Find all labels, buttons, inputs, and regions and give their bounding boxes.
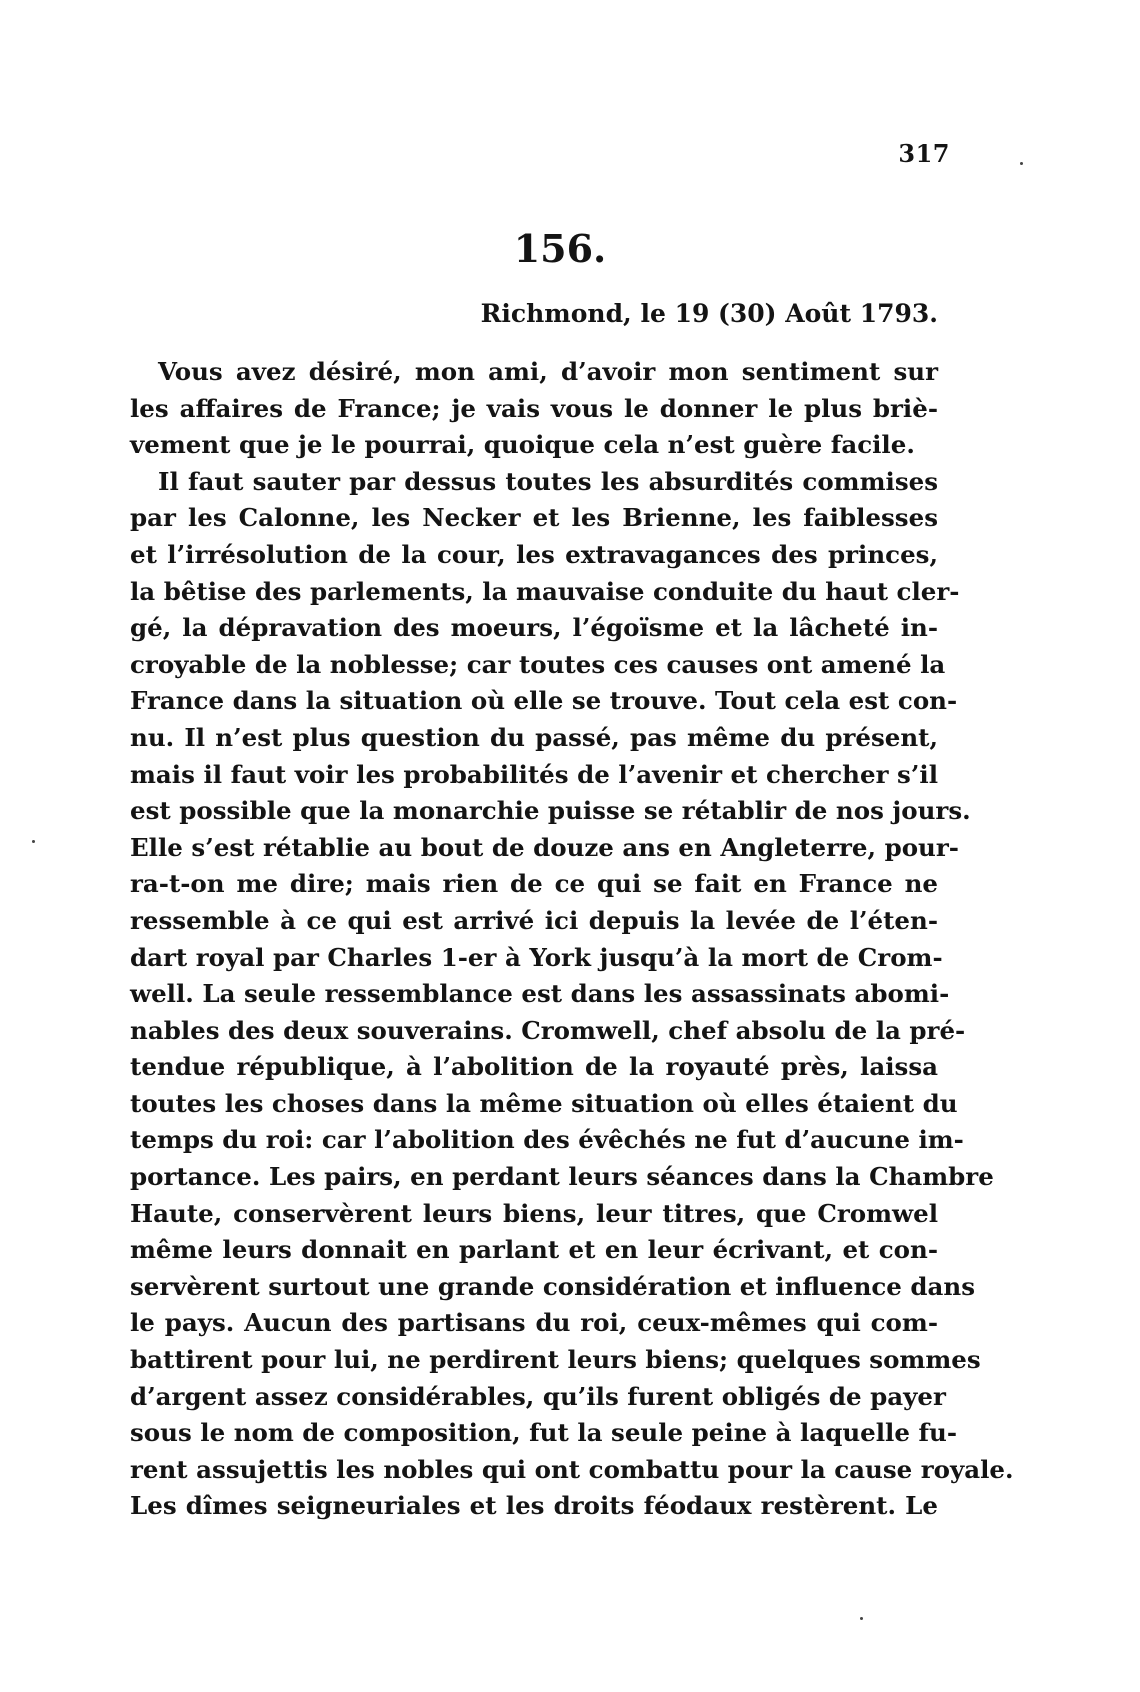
scan-speck xyxy=(1020,162,1023,165)
text-line: temps du roi: car l’abolition des évêchés ne fut d’aucune im- xyxy=(130,1125,964,1155)
letter-number-heading: 156. xyxy=(513,226,607,271)
text-line: portance. Les pairs, en perdant leurs séances dans la Chambre xyxy=(130,1162,994,1192)
text-line: d’argent assez considérables, qu’ils furent obligés de payer xyxy=(130,1381,946,1411)
page-number: 317 xyxy=(898,139,950,168)
text-line: Il faut sauter par dessus toutes les absurdités commises xyxy=(158,466,938,496)
text-line: les affaires de France; je vais vous le donner le plus briè- xyxy=(130,393,938,423)
text-line: well. La seule ressemblance est dans les assassinats abomi- xyxy=(130,979,950,1009)
text-line: mais il faut voir les probabilités de l’avenir et chercher s’il xyxy=(130,759,938,789)
text-line: le pays. Aucun des partisans du roi, ceux-mêmes qui com- xyxy=(130,1308,938,1338)
scan-speck xyxy=(32,840,35,843)
text-line: Les dîmes seigneuriales et les droits féodaux restèrent. Le xyxy=(130,1491,938,1521)
text-line: la bêtise des parlements, la mauvaise conduite du haut cler- xyxy=(130,576,960,606)
text-line: dart royal par Charles 1-er à York jusqu’à la mort de Crom- xyxy=(130,942,943,972)
text-line: nables des deux souverains. Cromwell, chef absolu de la pré- xyxy=(130,1015,966,1045)
letter-body xyxy=(130,354,1014,1525)
text-line: Vous avez désiré, mon ami, d’avoir mon sentiment sur xyxy=(158,357,938,386)
text-line: Haute, conservèrent leurs biens, leur titres, que Cromwel xyxy=(130,1198,938,1228)
text-line: tendue république, à l’abolition de la royauté près, laissa xyxy=(130,1052,938,1082)
text-line: toutes les choses dans la même situation où elles étaient du xyxy=(130,1088,958,1118)
text-line: ressemble à ce qui est arrivé ici depuis la levée de l’éten- xyxy=(130,905,938,935)
text-line: rent assujettis les nobles qui ont combattu pour la cause royale. xyxy=(130,1454,1014,1484)
text-line: est possible que la monarchie puisse se rétablir de nos jours. xyxy=(130,796,971,826)
text-line: nu. Il n’est plus question du passé, pas même du présent, xyxy=(130,722,938,752)
text-line: France dans la situation où elle se trouve. Tout cela est con- xyxy=(130,686,958,716)
text-line: vement que je le pourrai, quoique cela n’est guère facile. xyxy=(130,430,915,460)
scan-speck xyxy=(860,1617,863,1620)
text-line: gé, la dépravation des moeurs, l’égoïsme et la lâcheté in- xyxy=(130,613,938,643)
text-line: Elle s’est rétablie au bout de douze ans en Angleterre, pour- xyxy=(130,832,959,862)
text-line: ra-t-on me dire; mais rien de ce qui se fait en France ne xyxy=(130,869,938,899)
text-line: par les Calonne, les Necker et les Brienne, les faiblesses xyxy=(130,503,938,533)
text-line: et l’irrésolution de la cour, les extravagances des princes, xyxy=(130,539,938,569)
text-line: croyable de la noblesse; car toutes ces causes ont amené la xyxy=(130,649,946,679)
text-line: battirent pour lui, ne perdirent leurs biens; quelques sommes xyxy=(130,1345,981,1375)
letter-dateline: Richmond, le 19 (30) Août 1793. xyxy=(480,299,938,328)
text-line: servèrent surtout une grande considération et influence dans xyxy=(130,1271,976,1301)
text-line: sous le nom de composition, fut la seule peine à laquelle fu- xyxy=(130,1418,957,1448)
text-line: même leurs donnait en parlant et en leur écrivant, et con- xyxy=(130,1235,938,1265)
